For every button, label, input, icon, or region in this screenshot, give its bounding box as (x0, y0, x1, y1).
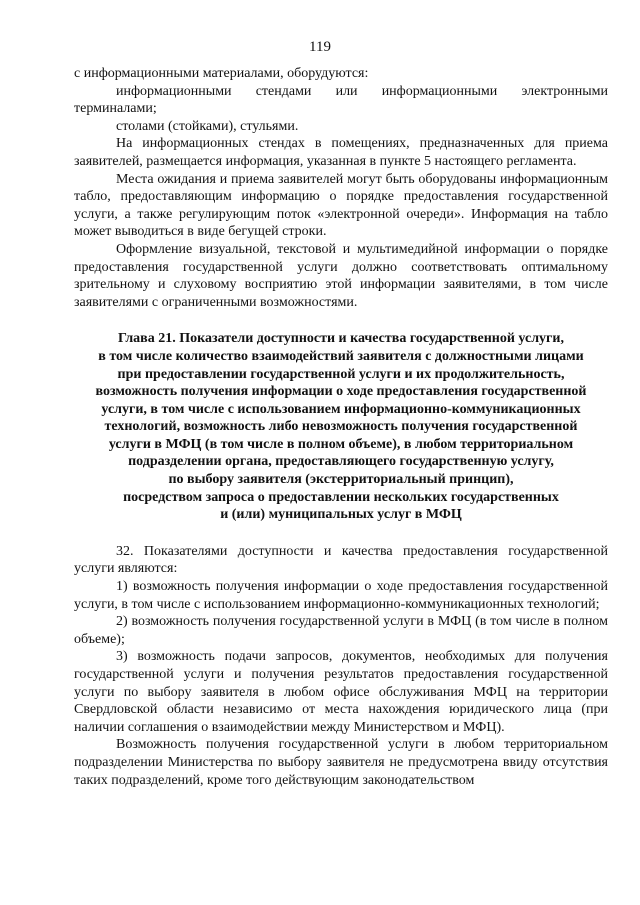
heading-line: услуги, в том числе с использованием информационно-коммуникационных (101, 401, 581, 417)
heading-line: технологий, возможность либо невозможность получения государственной (104, 419, 578, 435)
paragraph: Оформление визуальной, текстовой и мультимедийной информации о порядке предоставления государственной услуги должно соответствовать оптимальному зрительному и слуховому восприятию этой информации заявителями, в том числе заявителями с ограниченными возможностями. (74, 241, 608, 310)
page-number: 119 (309, 39, 331, 55)
paragraph: с информационными материалами, оборудуются: (74, 66, 369, 81)
paragraphs-after-heading (74, 543, 608, 789)
heading-line: по выбору заявителя (экстерриториальный принцип), (168, 472, 514, 488)
paragraph: 32. Показателями доступности и качества предоставления государственной услуги являются: (74, 543, 608, 577)
paragraph: Возможность получения государственной услуги в любом территориальном подразделении Министерства по выбору заявителя не предусмотрена ввиду отсутствия таких подразделений, кроме того действующим законодательством (74, 737, 608, 788)
heading-line: и (или) муниципальных услуг в МФЦ (220, 507, 462, 523)
paragraph: информационными стендами или информационными электронными терминалами; (74, 83, 608, 117)
paragraph: Места ожидания и приема заявителей могут быть оборудованы информационным табло, предоставляющим информацию о порядке предоставления государственной услуги, а также регулирующим поток «электронной очереди». Информация на табло может выводиться в виде бегущей строки. (74, 171, 608, 240)
list-item: 2) возможность получения государственной услуги в МФЦ (в том числе в полном объеме); (74, 614, 608, 647)
heading-line: при предоставлении государственной услуги и их продолжительность, (117, 366, 565, 382)
heading-line: в том числе количество взаимодействий заявителя с должностными лицами (98, 348, 584, 364)
chapter-heading (74, 330, 608, 524)
paragraph: столами (стойками), стульями. (116, 118, 299, 134)
paragraphs-before-heading (74, 65, 608, 311)
paragraph: На информационных стендах в помещениях, предназначенных для приема заявителей, размещается информация, указанная в пункте 5 настоящего регламента. (74, 136, 608, 169)
heading-line: возможность получения информации о ходе предоставления государственной (95, 384, 587, 400)
heading-line: услуги в МФЦ (в том числе в полном объеме), в любом территориальном (108, 436, 574, 452)
list-item: 3) возможность подачи запросов, документов, необходимых для получения государственной услуги и получения результатов предоставления государственной услуги по выбору заявителя в любом офисе обслуживания МФЦ на территории Свердловской области независимо от места нахождения юридического лица (при наличии соглашения о взаимодействии между Министерством и МФЦ). (74, 649, 608, 735)
heading-line: Глава 21. Показатели доступности и качества государственной услуги, (118, 331, 564, 347)
heading-line: посредством запроса о предоставлении нескольких государственных (123, 489, 559, 505)
document-body (74, 65, 608, 789)
heading-line: подразделении органа, предоставляющего государственную услугу, (128, 454, 554, 470)
list-item: 1) возможность получения информации о ходе предоставления государственной услуги, в том числе с использованием информационно-коммуникационных технологий; (74, 579, 608, 612)
